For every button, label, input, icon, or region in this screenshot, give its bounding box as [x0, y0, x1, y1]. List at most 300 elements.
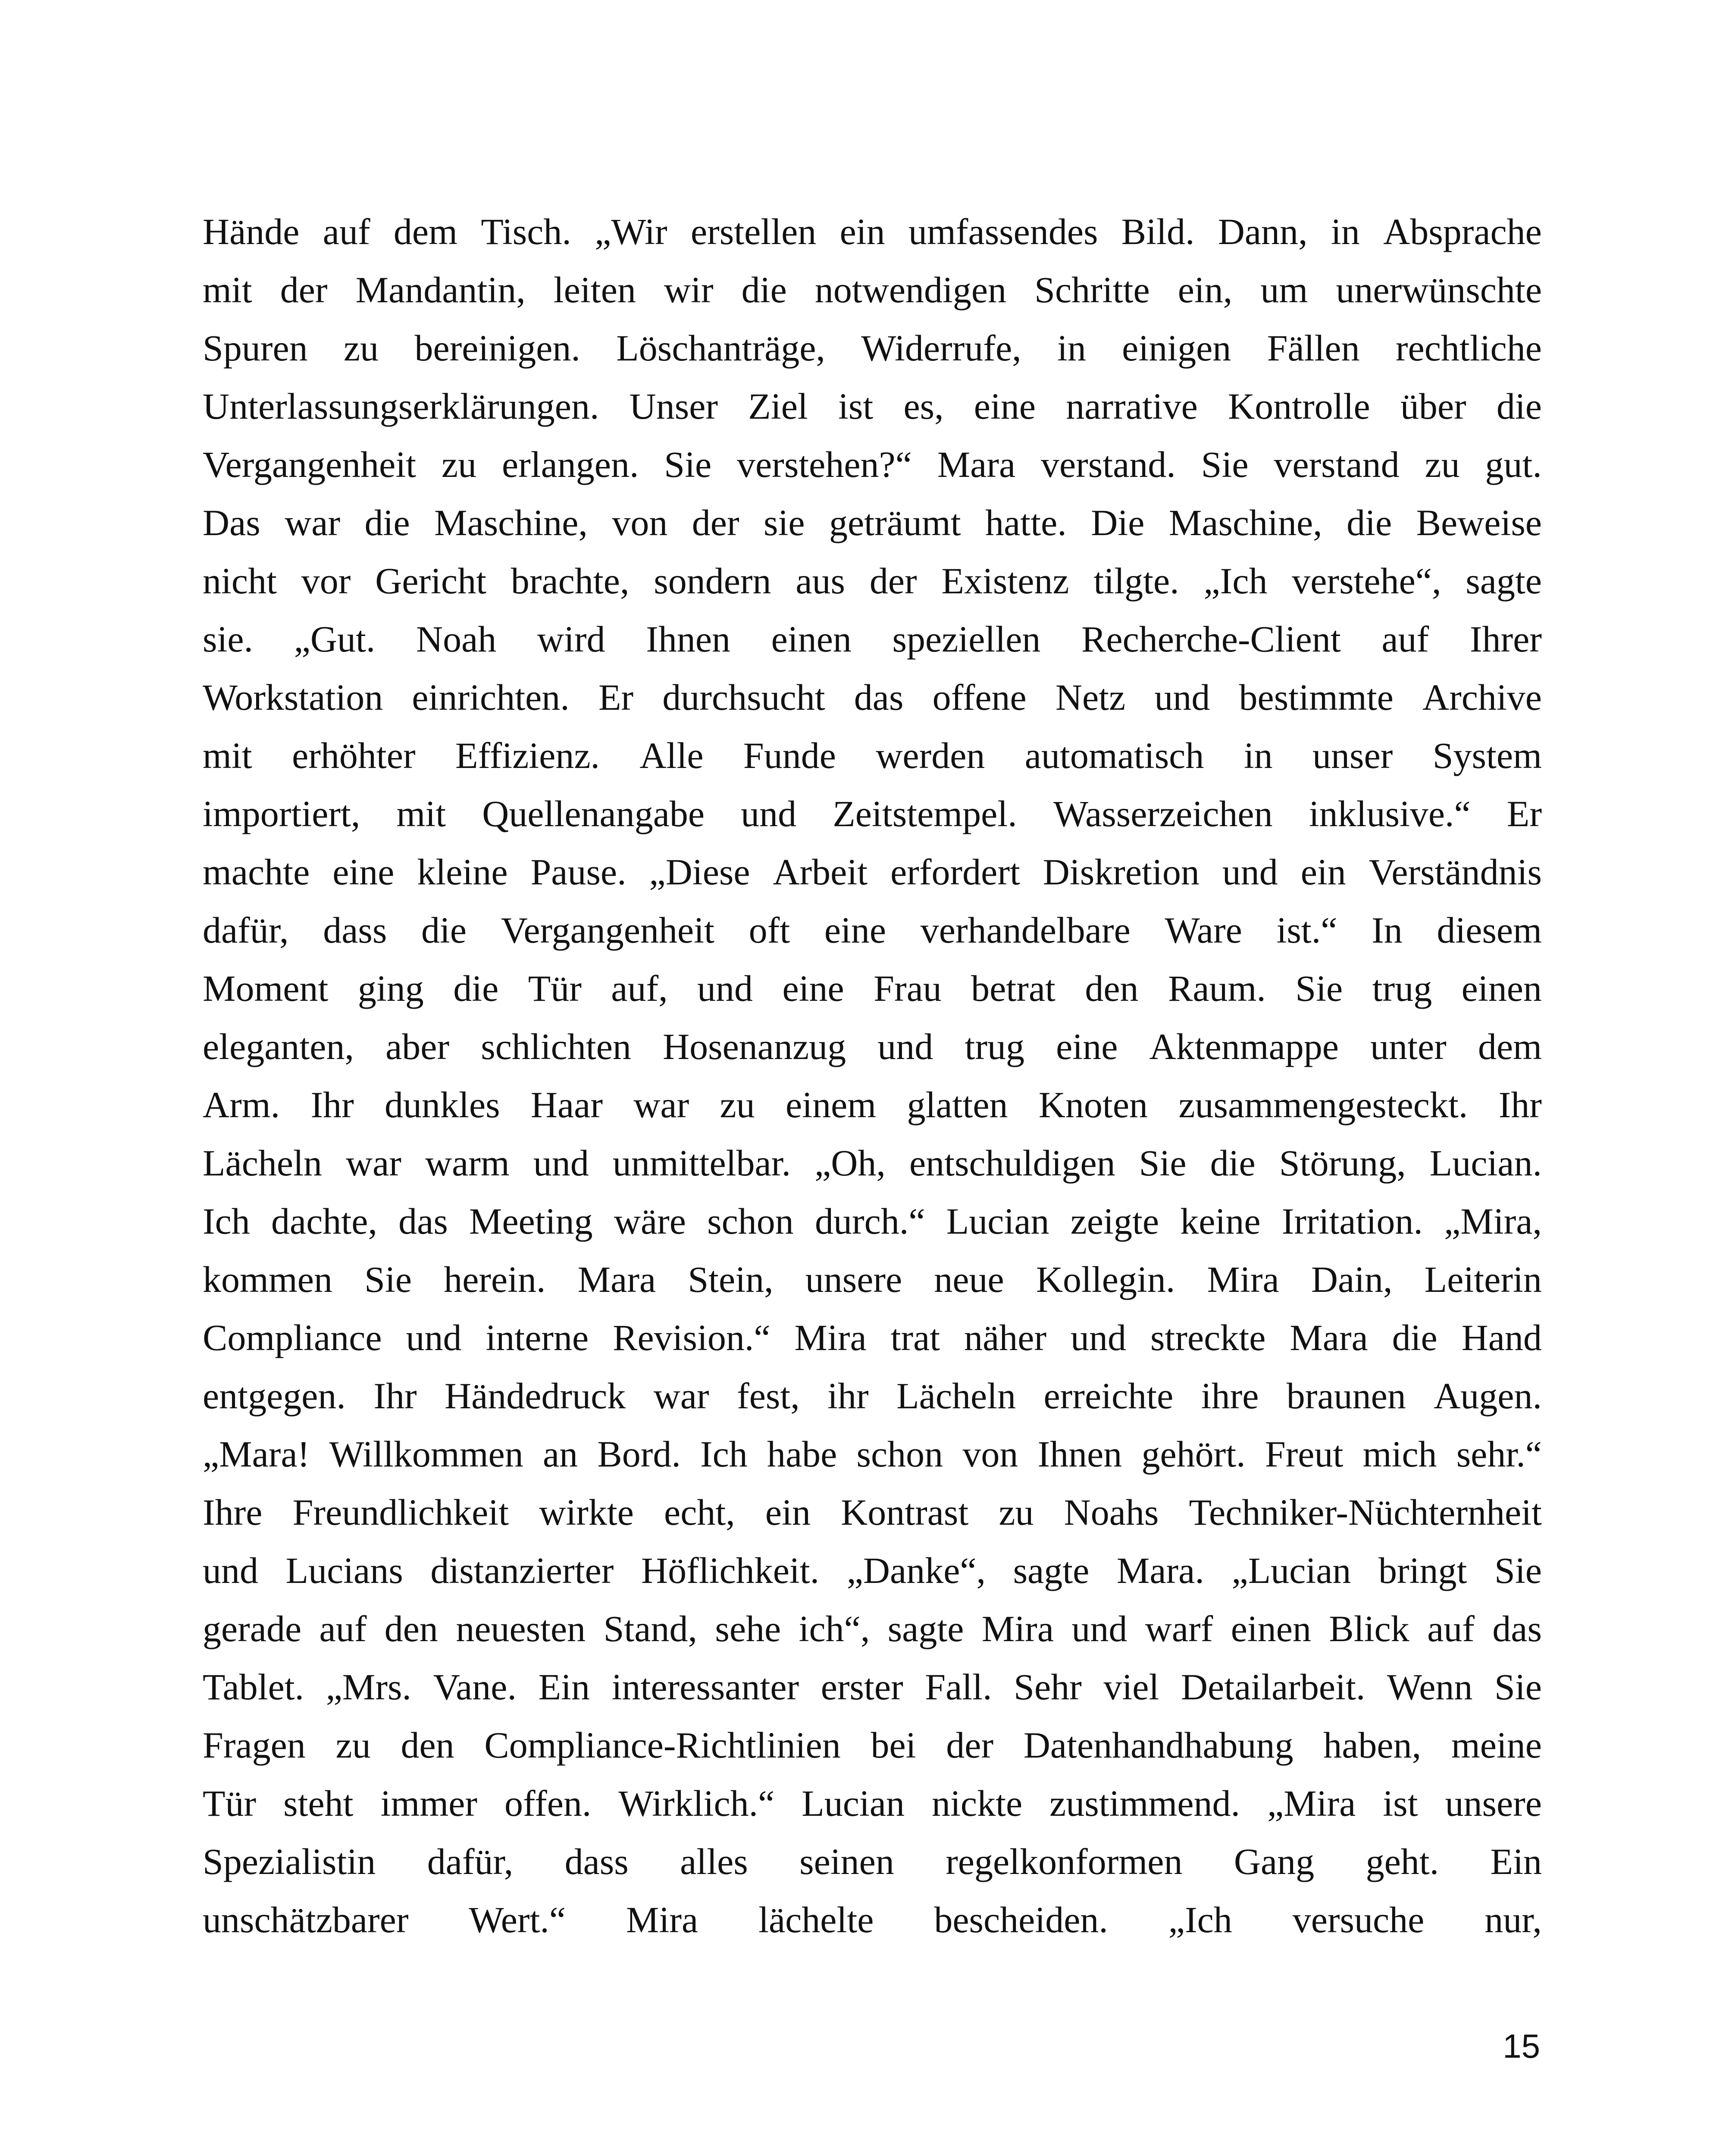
word: Wenn — [1387, 1666, 1473, 1708]
word: Die — [1091, 502, 1145, 543]
word: Mara — [937, 444, 1016, 485]
word: war — [633, 1084, 689, 1125]
word: interessanter — [611, 1666, 799, 1708]
text-line — [203, 1018, 1542, 1076]
word: Alle — [639, 735, 704, 776]
word: ein — [839, 211, 885, 252]
text-line — [203, 1367, 1542, 1425]
word: Fällen — [1267, 327, 1360, 369]
word: schlichten — [481, 1026, 631, 1067]
word: Hände — [203, 211, 300, 252]
word: und — [533, 1142, 589, 1184]
word: Compliance-Richtlinien — [484, 1724, 841, 1766]
word: offen. — [504, 1783, 592, 1824]
word: Wert.“ — [469, 1899, 566, 1940]
word: Quellenangabe — [482, 793, 705, 834]
word: trug — [965, 1026, 1024, 1067]
word: „Mrs. — [326, 1666, 411, 1708]
word: nickte — [932, 1783, 1023, 1824]
word: meine — [1451, 1724, 1542, 1766]
word: offene — [932, 677, 1027, 718]
word: ein, — [1178, 269, 1233, 310]
word: Das — [203, 502, 260, 543]
word: erreichte — [1043, 1375, 1174, 1416]
word: keine — [1180, 1200, 1261, 1242]
word: Lächeln — [203, 1142, 322, 1184]
word: Dann, — [1218, 211, 1308, 252]
word: das — [1492, 1608, 1542, 1649]
word: steht — [283, 1783, 354, 1824]
word: aber — [385, 1026, 450, 1067]
word: neue — [934, 1259, 1004, 1300]
word: Spuren — [203, 327, 308, 369]
text-line — [203, 727, 1542, 785]
word: Noahs — [1064, 1492, 1159, 1533]
word: Lucian — [802, 1783, 905, 1824]
word: Noah — [416, 618, 497, 660]
word: diesem — [1437, 909, 1542, 951]
word: Sie — [1139, 1142, 1187, 1184]
word: bringt — [1378, 1550, 1467, 1591]
word: Fragen — [203, 1724, 306, 1766]
word: auf — [323, 211, 370, 252]
word: unsere — [805, 1259, 902, 1300]
word: die — [364, 502, 410, 543]
word: ihr — [827, 1375, 869, 1416]
word: unerwünschte — [1336, 269, 1542, 310]
word: herein. — [444, 1259, 546, 1300]
word: schon — [856, 1433, 943, 1475]
word: Wirklich.“ — [618, 1783, 775, 1824]
word: mit — [396, 793, 446, 834]
word: Blick — [1329, 1608, 1409, 1649]
word: wir — [664, 269, 714, 310]
word: Tablet. — [203, 1666, 304, 1708]
text-line — [203, 1192, 1542, 1250]
word: die — [453, 968, 499, 1009]
word: Moment — [203, 968, 329, 1009]
word: der — [869, 560, 917, 602]
word: Aktenmappe — [1149, 1026, 1339, 1067]
word: Lächeln — [896, 1375, 1016, 1416]
word: Gericht — [375, 560, 487, 602]
word: Techniker-Nüchternheit — [1189, 1492, 1542, 1533]
word: dass — [323, 909, 387, 951]
text-line — [203, 1250, 1542, 1309]
word: bereinigen. — [414, 327, 580, 369]
word: Freundlichkeit — [292, 1492, 509, 1533]
word: verstand. — [1040, 444, 1176, 485]
word: sie. — [203, 618, 254, 660]
word: durch.“ — [815, 1200, 925, 1242]
word: sie — [764, 502, 805, 543]
word: Meeting — [469, 1200, 593, 1242]
word: hatte. — [985, 502, 1067, 543]
word: erfordert — [890, 851, 1020, 893]
word: narrative — [1066, 385, 1198, 427]
text-line — [203, 494, 1542, 552]
word: Arbeit — [773, 851, 868, 893]
word: In — [1372, 909, 1403, 951]
word: Sie — [1494, 1550, 1542, 1591]
word: immer — [380, 1783, 478, 1824]
word: bei — [871, 1724, 916, 1766]
word: ist — [838, 385, 874, 427]
word: einrichten. — [412, 677, 570, 718]
text-line — [203, 1600, 1542, 1658]
word: werden — [876, 735, 985, 776]
word: machte — [203, 851, 310, 893]
word: Unser — [629, 385, 718, 427]
word: dem — [393, 211, 457, 252]
word: bescheiden. — [934, 1899, 1108, 1940]
word: ein — [765, 1492, 811, 1533]
word: gehört. — [1141, 1433, 1246, 1475]
word: verhandelbare — [920, 909, 1131, 951]
word: Ziel — [748, 385, 808, 427]
word: Arm. — [203, 1084, 280, 1125]
word: mit — [203, 735, 252, 776]
word: vor — [301, 560, 351, 602]
word: Höflichkeit. — [641, 1550, 820, 1591]
word: alles — [680, 1841, 748, 1882]
word: interne — [485, 1317, 589, 1358]
word: Sehr — [1014, 1666, 1082, 1708]
word: Hosenanzug — [663, 1026, 846, 1067]
word: auf — [319, 1608, 367, 1649]
word: die — [1347, 502, 1392, 543]
word: Bild. — [1121, 211, 1195, 252]
word: Mira — [1207, 1259, 1279, 1300]
word: die — [1210, 1142, 1256, 1184]
word: Spezialistin — [203, 1841, 376, 1882]
word: an — [542, 1433, 578, 1475]
word: unser — [1312, 735, 1393, 776]
word: Wasserzeichen — [1053, 793, 1273, 834]
word: umfassendes — [908, 211, 1098, 252]
word: verstehen?“ — [737, 444, 912, 485]
word: in — [1331, 211, 1360, 252]
text-line — [203, 1774, 1542, 1833]
word: trat — [890, 1317, 940, 1358]
word: Recherche-Client — [1081, 618, 1341, 660]
word: Existenz — [941, 560, 1069, 602]
word: auf — [1427, 1608, 1475, 1649]
word: Ein — [1490, 1841, 1542, 1882]
word: Lucians — [285, 1550, 403, 1591]
word: unmittelbar. — [612, 1142, 791, 1184]
word: Maschine, — [434, 502, 588, 543]
word: Detailarbeit. — [1181, 1666, 1366, 1708]
word: Lucian — [946, 1200, 1049, 1242]
word: habe — [767, 1433, 837, 1475]
word: Ihre — [203, 1492, 263, 1533]
word: erhöhter — [292, 735, 416, 776]
word: einigen — [1122, 327, 1231, 369]
word: Ware — [1165, 909, 1242, 951]
word: Ihr — [373, 1375, 417, 1416]
word: sagte — [1466, 560, 1542, 602]
word: Funde — [743, 735, 836, 776]
text-line — [203, 319, 1542, 377]
word: unter — [1370, 1026, 1447, 1067]
word: „Oh, — [814, 1142, 886, 1184]
word: schon — [707, 1200, 794, 1242]
word: trug — [1372, 968, 1432, 1009]
word: „Danke“, — [846, 1550, 986, 1591]
word: Schritte — [1034, 269, 1150, 310]
word: dafür, — [427, 1841, 514, 1882]
word: Ihnen — [1037, 1433, 1122, 1475]
word: Ihrer — [1469, 618, 1542, 660]
word: „Diese — [649, 851, 750, 893]
word: zeigte — [1070, 1200, 1159, 1242]
word: eine — [824, 909, 886, 951]
word: tilgte. — [1093, 560, 1179, 602]
word: den — [384, 1608, 438, 1649]
word: „Mara! — [203, 1433, 310, 1475]
word: Irritation. — [1281, 1200, 1423, 1242]
word: warf — [1145, 1608, 1213, 1649]
word: und — [741, 793, 797, 834]
word: Vergangenheit — [203, 444, 417, 485]
word: kommen — [203, 1259, 332, 1300]
word: Unterlassungserklärungen. — [203, 385, 599, 427]
word: Mandantin, — [355, 269, 526, 310]
text-line — [203, 1134, 1542, 1192]
word: die — [1496, 385, 1542, 427]
word: von — [612, 502, 668, 543]
body-text — [203, 203, 1542, 1949]
word: unsere — [1445, 1783, 1542, 1824]
word: war — [346, 1142, 401, 1184]
text-line — [203, 1891, 1542, 1949]
word: kleine — [417, 851, 508, 893]
word: Workstation — [203, 677, 383, 718]
word: zu — [335, 1724, 371, 1766]
word: ist.“ — [1276, 909, 1337, 951]
text-line — [203, 785, 1542, 843]
word: Raum. — [1168, 968, 1266, 1009]
word: eine — [974, 385, 1036, 427]
word: in — [1243, 735, 1273, 776]
word: Fall. — [925, 1666, 992, 1708]
word: bestimmte — [1239, 677, 1394, 718]
word: Tür — [528, 968, 582, 1009]
word: Widerrufe, — [861, 327, 1021, 369]
word: der — [280, 269, 328, 310]
word: dass — [564, 1841, 629, 1882]
word: zustimmend. — [1049, 1783, 1240, 1824]
word: Freut — [1265, 1433, 1344, 1475]
word: entschuldigen — [909, 1142, 1115, 1184]
word: Mara — [1290, 1317, 1368, 1358]
word: Stein, — [688, 1259, 774, 1300]
word: Er — [1506, 793, 1542, 834]
word: Sie — [1201, 444, 1249, 485]
word: „Wir — [595, 211, 667, 252]
word: erlangen. — [501, 444, 639, 485]
word: zu — [720, 1084, 755, 1125]
word: zusammengesteckt. — [1178, 1084, 1468, 1125]
word: oft — [749, 909, 790, 951]
word: Vergangenheit — [501, 909, 714, 951]
word: dachte, — [271, 1200, 377, 1242]
word: dunkles — [385, 1084, 500, 1125]
word: war — [653, 1375, 709, 1416]
word: automatisch — [1024, 735, 1204, 776]
word: zu — [441, 444, 477, 485]
word: Maschine, — [1168, 502, 1322, 543]
word: erstellen — [690, 211, 817, 252]
word: von — [962, 1433, 1018, 1475]
word: sagte — [887, 1608, 964, 1649]
word: versuche — [1292, 1899, 1425, 1940]
text-line — [203, 1833, 1542, 1891]
word: Stand, — [603, 1608, 697, 1649]
word: Zeitstempel. — [833, 793, 1017, 834]
word: Ihr — [1498, 1084, 1542, 1125]
word: speziellen — [892, 618, 1041, 660]
word: Löschanträge, — [616, 327, 825, 369]
word: zu — [1425, 444, 1460, 485]
word: verstehe“, — [1292, 560, 1441, 602]
word: Er — [598, 677, 634, 718]
word: einem — [786, 1084, 877, 1125]
word: die — [421, 909, 467, 951]
word: notwendigen — [814, 269, 1007, 310]
word: den — [1085, 968, 1139, 1009]
text-line — [203, 610, 1542, 668]
word: Compliance — [203, 1317, 382, 1358]
word: geht. — [1366, 1841, 1439, 1882]
word: nicht — [203, 560, 277, 602]
word: Kontrast — [841, 1492, 969, 1533]
text-line — [203, 1425, 1542, 1483]
word: Mira — [981, 1608, 1054, 1649]
page-number: 15 — [1503, 2027, 1540, 2065]
word: Revision.“ — [613, 1317, 770, 1358]
word: Bord. — [597, 1433, 681, 1475]
word: Kontrolle — [1228, 385, 1370, 427]
word: warm — [425, 1142, 510, 1184]
word: war — [285, 502, 341, 543]
word: erster — [821, 1666, 903, 1708]
text-line — [203, 552, 1542, 610]
word: rechtliche — [1395, 327, 1542, 369]
word: das — [398, 1200, 448, 1242]
word: in — [1057, 327, 1086, 369]
word: näher — [964, 1317, 1047, 1358]
word: Lucian. — [1429, 1142, 1542, 1184]
word: und — [697, 968, 753, 1009]
word: ihre — [1201, 1375, 1259, 1416]
word: viel — [1103, 1666, 1159, 1708]
word: Augen. — [1434, 1375, 1542, 1416]
word: Ihnen — [646, 618, 731, 660]
text-line — [203, 1309, 1542, 1367]
text-line — [203, 1716, 1542, 1774]
word: dafür, — [203, 909, 289, 951]
word: Pause. — [530, 851, 626, 893]
word: fest, — [737, 1375, 800, 1416]
word: Kollegin. — [1036, 1259, 1175, 1300]
word: und — [1154, 677, 1210, 718]
word: Frau — [874, 968, 942, 1009]
word: Leiterin — [1424, 1259, 1542, 1300]
word: Mara — [577, 1259, 656, 1300]
word: ich“, — [799, 1608, 870, 1649]
word: sondern — [654, 560, 771, 602]
word: Störung, — [1279, 1142, 1406, 1184]
word: „Mira — [1267, 1783, 1356, 1824]
word: der — [692, 502, 739, 543]
word: Datenhandhabung — [1023, 1724, 1294, 1766]
word: auf, — [611, 968, 668, 1009]
word: Ein — [538, 1666, 590, 1708]
word: „Ich — [1168, 1899, 1232, 1940]
word: und — [1071, 1317, 1127, 1358]
word: streckte — [1150, 1317, 1266, 1358]
word: das — [854, 677, 904, 718]
word: um — [1260, 269, 1308, 310]
word: braunen — [1286, 1375, 1406, 1416]
word: Händedruck — [445, 1375, 626, 1416]
word: Sie — [1295, 968, 1343, 1009]
word: gut. — [1485, 444, 1542, 485]
word: und — [406, 1317, 462, 1358]
word: Knoten — [1038, 1084, 1148, 1125]
word: System — [1432, 735, 1542, 776]
text-line — [203, 1483, 1542, 1542]
word: Mira — [794, 1317, 867, 1358]
word: Haar — [530, 1084, 603, 1125]
word: einen — [771, 618, 852, 660]
word: Dain, — [1311, 1259, 1393, 1300]
word: eine — [332, 851, 395, 893]
word: Ihr — [310, 1084, 354, 1125]
word: Ich — [203, 1200, 250, 1242]
word: regelkonformen — [946, 1841, 1183, 1882]
word: seinen — [799, 1841, 894, 1882]
word: zu — [343, 327, 379, 369]
word: den — [401, 1724, 454, 1766]
word: Ich — [700, 1433, 748, 1475]
text-line — [203, 668, 1542, 727]
word: Netz — [1055, 677, 1126, 718]
text-line — [203, 843, 1542, 901]
word: sehe — [715, 1608, 781, 1649]
word: glatten — [907, 1084, 1008, 1125]
word: nur, — [1485, 1899, 1542, 1940]
text-line — [203, 436, 1542, 494]
word: Absprache — [1383, 211, 1542, 252]
word: echt, — [664, 1492, 735, 1533]
word: haben, — [1323, 1724, 1422, 1766]
word: mit — [203, 269, 252, 310]
word: der — [946, 1724, 994, 1766]
word: einen — [1461, 968, 1542, 1009]
word: Effizienz. — [455, 735, 600, 776]
word: neuesten — [456, 1608, 586, 1649]
word: ging — [357, 968, 424, 1009]
word: eine — [782, 968, 844, 1009]
word: Gang — [1234, 1841, 1315, 1882]
word: Tisch. — [481, 211, 571, 252]
word: durchsucht — [662, 677, 825, 718]
word: sehr.“ — [1456, 1433, 1542, 1475]
word: Mira — [626, 1899, 698, 1940]
